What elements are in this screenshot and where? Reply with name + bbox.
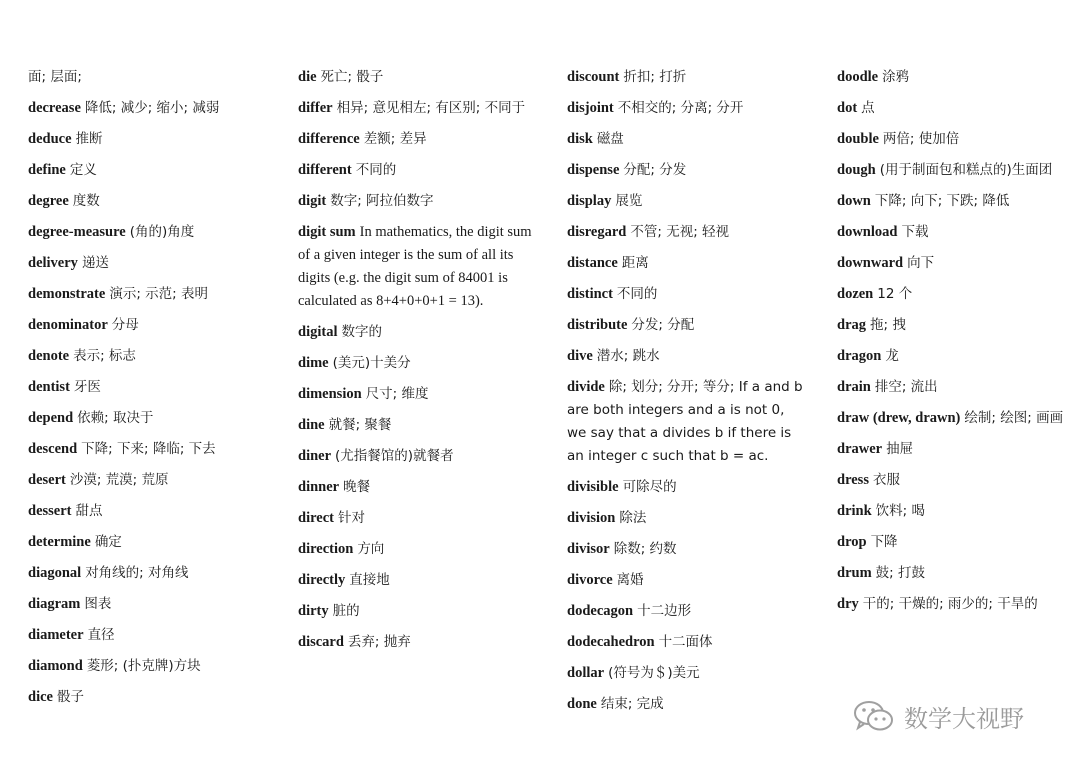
- entry-definition: 除; 划分; 分开; 等分; If a and b are both integers and a is not 0, we say that a divides b if there is an integer c such that b = ac.: [567, 379, 803, 464]
- entry-term: done: [567, 696, 597, 712]
- entry-definition: 下降; 向下; 下跌; 降低: [874, 193, 1010, 209]
- glossary-entry: [567, 128, 807, 151]
- glossary-entry: [28, 686, 278, 709]
- glossary-entry: [567, 221, 807, 244]
- entry-term: divide: [567, 379, 605, 395]
- entry-definition: 推断: [75, 131, 103, 147]
- entry-term: digital: [298, 324, 338, 340]
- entry-definition: 相异; 意见相左; 有区别; 不同于: [336, 100, 526, 116]
- glossary-entry: [298, 414, 536, 437]
- entry-definition: 度数: [72, 193, 100, 209]
- entry-term: divisor: [567, 541, 610, 557]
- glossary-entry: [28, 190, 278, 213]
- entry-definition: 12 个: [877, 286, 913, 302]
- entry-term: diamond: [28, 658, 83, 674]
- glossary-entry: [567, 476, 807, 499]
- entry-term: drop: [837, 534, 867, 550]
- entry-term: dirty: [298, 603, 329, 619]
- glossary-entry: [567, 252, 807, 275]
- entry-definition: 磁盘: [596, 131, 624, 147]
- glossary-entry: [567, 66, 807, 89]
- glossary-entry: [298, 321, 536, 344]
- entry-term: divorce: [567, 572, 613, 588]
- entry-term: direct: [298, 510, 334, 526]
- glossary-entry: [567, 345, 807, 368]
- entry-definition: 十二边形: [637, 603, 692, 619]
- glossary-entry: [837, 128, 1073, 151]
- entry-term: diagonal: [28, 565, 82, 581]
- glossary-entry: [837, 314, 1073, 337]
- glossary-entry: [567, 662, 807, 685]
- entry-term: demonstrate: [28, 286, 106, 302]
- glossary-entry: [837, 345, 1073, 368]
- entry-term: draw (drew, drawn): [837, 410, 961, 426]
- glossary-entry: [567, 631, 807, 654]
- entry-definition: In mathematics, the digit sum of a given integer is the sum of all its digits (e.g. the digit sum of 84001 is calculated as 8+4+0+0+1 = 13).: [298, 224, 532, 309]
- entry-term: directly: [298, 572, 346, 588]
- glossary-entry: [298, 66, 536, 89]
- glossary-entry: [28, 252, 278, 275]
- entry-term: dine: [298, 417, 325, 433]
- entry-term: dispense: [567, 162, 620, 178]
- entry-definition: 直接地: [349, 572, 390, 588]
- entry-definition: 折扣; 打折: [623, 69, 687, 85]
- entry-term: desert: [28, 472, 66, 488]
- entry-term: degree: [28, 193, 69, 209]
- glossary-column-2: [298, 66, 536, 662]
- entry-term: decrease: [28, 100, 81, 116]
- entry-definition: 甜点: [75, 503, 103, 519]
- glossary-entry: [837, 190, 1073, 213]
- entry-term: dime: [298, 355, 329, 371]
- entry-definition: 十二面体: [658, 634, 713, 650]
- glossary-entry: [837, 159, 1073, 182]
- entry-term: define: [28, 162, 66, 178]
- entry-term: die: [298, 69, 317, 85]
- glossary-entry: [298, 352, 536, 375]
- glossary-entry: [567, 600, 807, 623]
- glossary-entry: [298, 221, 536, 313]
- glossary-entry: [28, 624, 278, 647]
- entry-definition: 分发; 分配: [631, 317, 695, 333]
- entry-definition: 可除尽的: [622, 479, 677, 495]
- glossary-entry: [298, 600, 536, 623]
- glossary-entry: [837, 66, 1073, 89]
- entry-term: descend: [28, 441, 78, 457]
- entry-definition: 不同的: [616, 286, 658, 302]
- entry-term: drain: [837, 379, 871, 395]
- glossary-entry: [298, 538, 536, 561]
- entry-term: discount: [567, 69, 620, 85]
- entry-term: diameter: [28, 627, 84, 643]
- glossary-entry: [837, 593, 1073, 616]
- entry-definition: 牙医: [73, 379, 101, 395]
- glossary-entry: [837, 252, 1073, 275]
- entry-definition: 潜水; 跳水: [596, 348, 660, 364]
- glossary-entry: [28, 128, 278, 151]
- entry-term: dot: [837, 100, 858, 116]
- entry-definition: 降低; 减少; 缩小; 减弱: [84, 100, 220, 116]
- glossary-entry: [837, 469, 1073, 492]
- entry-term: doodle: [837, 69, 879, 85]
- entry-definition: 菱形; (扑克牌)方块: [86, 658, 201, 674]
- glossary-entry: [837, 531, 1073, 554]
- entry-term: disk: [567, 131, 593, 147]
- entry-definition: 饮料; 喝: [875, 503, 926, 519]
- entry-term: denominator: [28, 317, 108, 333]
- entry-definition: (角的)角度: [129, 224, 195, 240]
- glossary-entry: [567, 97, 807, 120]
- entry-definition: 针对: [337, 510, 365, 526]
- glossary-entry: [28, 655, 278, 678]
- entry-definition: 确定: [94, 534, 122, 550]
- glossary-entry: [28, 562, 278, 585]
- entry-term: dodecagon: [567, 603, 634, 619]
- entry-definition: 点: [861, 100, 875, 116]
- watermark-text: 数学大视野: [904, 704, 1024, 733]
- glossary-column-3: [567, 66, 807, 724]
- glossary-entry: [28, 221, 278, 244]
- entry-term: digit sum: [298, 224, 356, 240]
- entry-definition: 干的; 干燥的; 雨少的; 干旱的: [862, 596, 1038, 612]
- glossary-entry: [28, 376, 278, 399]
- glossary-entry: [298, 445, 536, 468]
- entry-definition: 表示; 标志: [73, 348, 136, 364]
- entry-term: determine: [28, 534, 91, 550]
- glossary-entry: [28, 500, 278, 523]
- entry-definition: 抽屉: [886, 441, 914, 457]
- glossary-entry: [28, 593, 278, 616]
- glossary-entry: [567, 314, 807, 337]
- glossary-entry: [567, 283, 807, 306]
- entry-term: distinct: [567, 286, 613, 302]
- glossary-entry: [28, 66, 278, 89]
- entry-term: depend: [28, 410, 74, 426]
- entry-definition: 不管; 无视; 轻视: [630, 224, 730, 240]
- glossary-entry: [298, 190, 536, 213]
- glossary-entry: [567, 569, 807, 592]
- glossary-entry: [28, 314, 278, 337]
- glossary-entry: [567, 159, 807, 182]
- entry-term: drum: [837, 565, 872, 581]
- entry-definition: 演示; 示范; 表明: [109, 286, 209, 302]
- watermark: [852, 698, 1024, 734]
- entry-definition: 不相交的; 分离; 分开: [617, 100, 744, 116]
- glossary-entry: [567, 376, 807, 468]
- entry-definition: 涂鸦: [882, 69, 910, 85]
- wechat-icon: [852, 699, 896, 733]
- entry-definition: 就餐; 聚餐: [328, 417, 392, 433]
- entry-term: divisible: [567, 479, 619, 495]
- entry-term: diner: [298, 448, 332, 464]
- glossary-entry: [28, 345, 278, 368]
- entry-definition: (尤指餐馆的)就餐者: [335, 448, 454, 464]
- entry-term: digit: [298, 193, 327, 209]
- entry-definition: 除法: [619, 510, 647, 526]
- glossary-entry: [837, 283, 1073, 306]
- entry-definition: 衣服: [872, 472, 900, 488]
- entry-definition: (符号为＄)美元: [608, 665, 700, 681]
- glossary-entry: [567, 693, 807, 716]
- entry-definition: 除数; 约数: [613, 541, 677, 557]
- glossary-entry: [298, 159, 536, 182]
- entry-term: dough: [837, 162, 876, 178]
- glossary-entry: [28, 407, 278, 430]
- entry-term: dozen: [837, 286, 874, 302]
- entry-term: distance: [567, 255, 618, 271]
- entry-term: degree-measure: [28, 224, 126, 240]
- glossary-entry: [298, 507, 536, 530]
- glossary-entry: [298, 476, 536, 499]
- entry-definition: 展览: [615, 193, 643, 209]
- entry-definition: 向下: [907, 255, 935, 271]
- glossary-entry: [28, 159, 278, 182]
- entry-term: division: [567, 510, 616, 526]
- glossary-entry: [837, 376, 1073, 399]
- entry-term: disregard: [567, 224, 627, 240]
- entry-definition: (美元)十美分: [332, 355, 411, 371]
- glossary-entry: [837, 562, 1073, 585]
- entry-term: differ: [298, 100, 333, 116]
- entry-term: drink: [837, 503, 872, 519]
- entry-term: drawer: [837, 441, 883, 457]
- entry-definition: 晚餐: [343, 479, 371, 495]
- glossary-column-1: [28, 66, 278, 717]
- glossary-entry: [298, 569, 536, 592]
- entry-definition: 绘制; 绘图; 画画: [964, 410, 1064, 426]
- entry-term: drag: [837, 317, 866, 333]
- entry-term: download: [837, 224, 898, 240]
- entry-definition: 对角线的; 对角线: [85, 565, 189, 581]
- entry-definition: 脏的: [332, 603, 360, 619]
- glossary-entry: [28, 531, 278, 554]
- entry-term: dollar: [567, 665, 605, 681]
- glossary-entry: [298, 631, 536, 654]
- glossary-entry: [298, 97, 536, 120]
- entry-term: dodecahedron: [567, 634, 655, 650]
- entry-definition: 递送: [81, 255, 109, 271]
- entry-definition: 差额; 差异: [363, 131, 427, 147]
- glossary-entry: [28, 283, 278, 306]
- entry-definition: 鼓; 打鼓: [875, 565, 925, 581]
- entry-definition: 分配; 分发: [623, 162, 687, 178]
- entry-definition: 死亡; 骰子: [320, 69, 384, 85]
- entry-definition: 排空; 流出: [874, 379, 938, 395]
- entry-definition: 直径: [87, 627, 115, 643]
- entry-definition: 定义: [69, 162, 97, 178]
- entry-term: dinner: [298, 479, 340, 495]
- glossary-entry: [837, 407, 1073, 430]
- glossary-entry: [567, 507, 807, 530]
- entry-definition: 方向: [357, 541, 385, 557]
- glossary-entry: [298, 128, 536, 151]
- glossary-column-4: [837, 66, 1073, 624]
- entry-term: delivery: [28, 255, 78, 271]
- entry-definition: 两倍; 使加倍: [882, 131, 960, 147]
- entry-term: discard: [298, 634, 344, 650]
- entry-definition: 下降; 下来; 降临; 下去: [81, 441, 216, 457]
- entry-term: dive: [567, 348, 593, 364]
- entry-term: dessert: [28, 503, 72, 519]
- glossary-entry: [28, 469, 278, 492]
- entry-term: disjoint: [567, 100, 614, 116]
- entry-term: dentist: [28, 379, 70, 395]
- entry-definition: 结束; 完成: [600, 696, 664, 712]
- glossary-entry: [837, 97, 1073, 120]
- entry-definition: 数字; 阿拉伯数字: [330, 193, 434, 209]
- entry-definition: (用于制面包和糕点的)生面团: [879, 162, 1053, 178]
- entry-term: different: [298, 162, 352, 178]
- entry-definition: 下降: [870, 534, 898, 550]
- entry-term: denote: [28, 348, 70, 364]
- glossary-entry: [28, 438, 278, 461]
- entry-term: dice: [28, 689, 53, 705]
- glossary-entry: [567, 190, 807, 213]
- entry-definition: 龙: [885, 348, 899, 364]
- glossary-entry: [298, 383, 536, 406]
- entry-definition: 离婚: [616, 572, 644, 588]
- entry-definition: 图表: [84, 596, 112, 612]
- entry-term: deduce: [28, 131, 72, 147]
- glossary-entry: [837, 221, 1073, 244]
- glossary-entry: [28, 97, 278, 120]
- glossary-entry: [837, 438, 1073, 461]
- entry-term: down: [837, 193, 871, 209]
- entry-definition: 下载: [901, 224, 929, 240]
- entry-definition: 丢弃; 抛弃: [347, 634, 411, 650]
- entry-term: dragon: [837, 348, 882, 364]
- entry-term: downward: [837, 255, 904, 271]
- entry-definition: 骰子: [56, 689, 84, 705]
- entry-definition: 拖; 拽: [870, 317, 906, 333]
- entry-term: diagram: [28, 596, 81, 612]
- entry-definition: 沙漠; 荒漠; 荒原: [69, 472, 169, 488]
- entry-definition: 面; 层面;: [28, 69, 82, 85]
- entry-definition: 不同的: [355, 162, 397, 178]
- entry-definition: 尺寸; 维度: [365, 386, 429, 402]
- entry-term: dry: [837, 596, 859, 612]
- entry-term: direction: [298, 541, 354, 557]
- entry-term: dimension: [298, 386, 362, 402]
- entry-term: dress: [837, 472, 869, 488]
- entry-term: distribute: [567, 317, 628, 333]
- entry-term: display: [567, 193, 612, 209]
- glossary-entry: [567, 538, 807, 561]
- entry-definition: 距离: [621, 255, 649, 271]
- entry-term: difference: [298, 131, 360, 147]
- entry-term: double: [837, 131, 879, 147]
- entry-definition: 数字的: [341, 324, 382, 340]
- entry-definition: 依赖; 取决于: [77, 410, 154, 426]
- glossary-entry: [837, 500, 1073, 523]
- entry-definition: 分母: [111, 317, 139, 333]
